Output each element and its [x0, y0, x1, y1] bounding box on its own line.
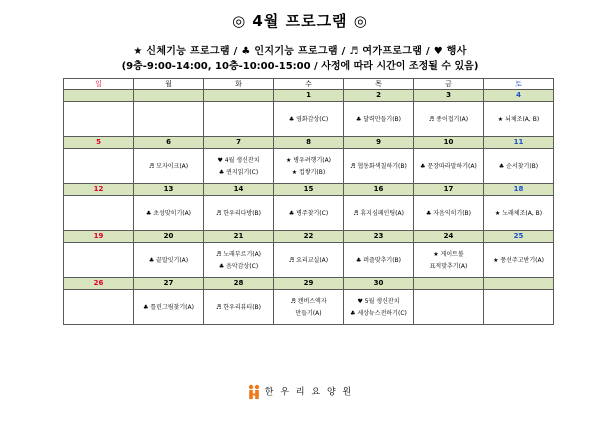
activity-cell [274, 102, 344, 137]
date-cell: 27 [134, 278, 204, 290]
date-cell: 7 [204, 137, 274, 149]
date-cell: 16 [344, 184, 414, 196]
weekday-header: 월 [134, 79, 204, 90]
activity-item: ★ 노래체조(A, B) [494, 209, 543, 217]
calendar-body [64, 90, 554, 325]
activity-cell [344, 290, 414, 325]
activity-row [64, 102, 554, 137]
activity-cell [134, 290, 204, 325]
activity-item: ★ 컵쌓기(B) [291, 168, 326, 176]
activity-item: ♣ 영화감상(C) [288, 115, 329, 123]
date-cell: 14 [204, 184, 274, 196]
date-cell: 30 [344, 278, 414, 290]
activity-cell [134, 149, 204, 184]
date-cell: 11 [484, 137, 554, 149]
activity-cell [414, 243, 484, 278]
activity-item: ♬ 노래부르기(A) [215, 250, 262, 258]
weekday-header: 수 [274, 79, 344, 90]
activity-row [64, 290, 554, 325]
activity-cell [204, 196, 274, 231]
facility-name: 한 우 리 요 양 원 [264, 387, 354, 398]
activity-cell [484, 290, 554, 325]
activity-cell [134, 196, 204, 231]
activity-cell [64, 149, 134, 184]
page-title: ◎ 4월 프로그램 ◎ [232, 12, 368, 30]
weekday-header: 금 [414, 79, 484, 90]
calendar-table [63, 78, 554, 325]
date-cell: 22 [274, 231, 344, 243]
date-cell: 29 [274, 278, 344, 290]
date-row [64, 137, 554, 149]
activity-cell [484, 102, 554, 137]
activity-cell [414, 290, 484, 325]
activity-item: ♬ 캔버스액자 [290, 297, 327, 305]
activity-cell [64, 196, 134, 231]
activity-cell [64, 290, 134, 325]
date-cell: 28 [204, 278, 274, 290]
activity-cell [344, 196, 414, 231]
activity-item: ♥ 5월 생신잔치 [357, 297, 400, 305]
date-cell: 12 [64, 184, 134, 196]
activity-cell [344, 243, 414, 278]
activity-item: ♣ 틀린그림찾기(A) [143, 303, 194, 311]
activity-cell [204, 102, 274, 137]
footer [0, 384, 600, 400]
activity-item: 만들기(A) [295, 309, 322, 317]
date-cell: 13 [134, 184, 204, 196]
activity-item: ♬ 모자이크(A) [148, 162, 189, 170]
weekday-header: 토 [484, 79, 554, 90]
date-cell: 6 [134, 137, 204, 149]
activity-cell [274, 196, 344, 231]
activity-item: ♬ 휴지심페인팅(A) [353, 209, 404, 217]
date-cell [414, 278, 484, 290]
date-cell: 1 [274, 90, 344, 102]
date-cell [484, 278, 554, 290]
date-cell: 17 [414, 184, 484, 196]
date-cell: 24 [414, 231, 484, 243]
activity-item: ♣ 달력만들기(B) [355, 115, 402, 123]
activity-cell [134, 243, 204, 278]
date-cell [64, 90, 134, 102]
activity-cell [484, 149, 554, 184]
activity-item: ♣ 끝말잇기(A) [148, 256, 189, 264]
date-row [64, 90, 554, 102]
activity-cell [344, 102, 414, 137]
activity-item: ♬ 한우리뷰티(B) [215, 303, 262, 311]
activity-item: ♬ 요리교실(A) [288, 256, 329, 264]
activity-item: ♣ 순서찾기(B) [498, 162, 539, 170]
activity-row [64, 196, 554, 231]
activity-item: ♣ 자음익히기(B) [425, 209, 472, 217]
activity-item: ♣ 세상뉴스전하기(C) [350, 309, 407, 317]
activity-cell [64, 102, 134, 137]
activity-item: ♥ 4월 생신잔치 [217, 156, 260, 164]
activity-row [64, 243, 554, 278]
activity-cell [64, 243, 134, 278]
activity-item: ♣ 초성맞히기(A) [145, 209, 192, 217]
activity-item: ♣ 퍼즐맞추기(B) [355, 256, 402, 264]
activity-item: ♣ 문장따라말하기(A) [420, 162, 477, 170]
logo-icon [247, 384, 261, 400]
program-legend: ★ 신체기능 프로그램 / ♣ 인지기능 프로그램 / ♬ 여가프로그램 / ♥ 행사 [133, 46, 467, 57]
activity-item: ♬ 종이접기(A) [428, 115, 469, 123]
date-cell: 9 [344, 137, 414, 149]
activity-cell [204, 149, 274, 184]
activity-cell [484, 243, 554, 278]
activity-cell [204, 243, 274, 278]
activity-item: 표적맞추기(A) [429, 262, 468, 270]
activity-item: ♬ 협동화색칠하기(B) [350, 162, 407, 170]
date-cell: 20 [134, 231, 204, 243]
date-cell: 23 [344, 231, 414, 243]
activity-cell [274, 149, 344, 184]
activity-item: ★ 풍선주고받기(A) [493, 256, 544, 264]
activity-item: ★ 뇌체조(A, B) [497, 115, 540, 123]
activity-item: ♣ 퀸지읽기(C) [218, 168, 259, 176]
weekday-header-row [64, 79, 554, 90]
weekday-header: 일 [64, 79, 134, 90]
activity-item: ♣ 병주찾기(C) [288, 209, 329, 217]
date-cell: 15 [274, 184, 344, 196]
activity-item: ♬ 한우리다방(B) [215, 209, 262, 217]
activity-cell [204, 290, 274, 325]
activity-item: ★ 병우려행기(A) [285, 156, 332, 164]
date-cell: 2 [344, 90, 414, 102]
date-cell: 3 [414, 90, 484, 102]
activity-cell [414, 102, 484, 137]
activity-row [64, 149, 554, 184]
date-cell: 18 [484, 184, 554, 196]
activity-cell [344, 149, 414, 184]
date-cell: 25 [484, 231, 554, 243]
activity-cell [414, 149, 484, 184]
activity-item: ★ 게이트볼 [433, 250, 464, 258]
date-cell: 19 [64, 231, 134, 243]
date-cell [134, 90, 204, 102]
date-cell: 21 [204, 231, 274, 243]
date-cell: 5 [64, 137, 134, 149]
date-row [64, 231, 554, 243]
activity-cell [274, 243, 344, 278]
date-row [64, 184, 554, 196]
date-cell: 4 [484, 90, 554, 102]
date-row [64, 278, 554, 290]
activity-cell [134, 102, 204, 137]
date-cell [204, 90, 274, 102]
activity-cell [484, 196, 554, 231]
schedule-hours: (9층-9:00-14:00, 10층-10:00-15:00 / 사정에 따라 시간이 조정될 수 있음) [121, 61, 479, 72]
activity-cell [274, 290, 344, 325]
weekday-header: 목 [344, 79, 414, 90]
date-cell: 10 [414, 137, 484, 149]
activity-cell [414, 196, 484, 231]
date-cell: 26 [64, 278, 134, 290]
date-cell: 8 [274, 137, 344, 149]
weekday-header: 화 [204, 79, 274, 90]
activity-item: ♣ 음악감상(C) [218, 262, 259, 270]
